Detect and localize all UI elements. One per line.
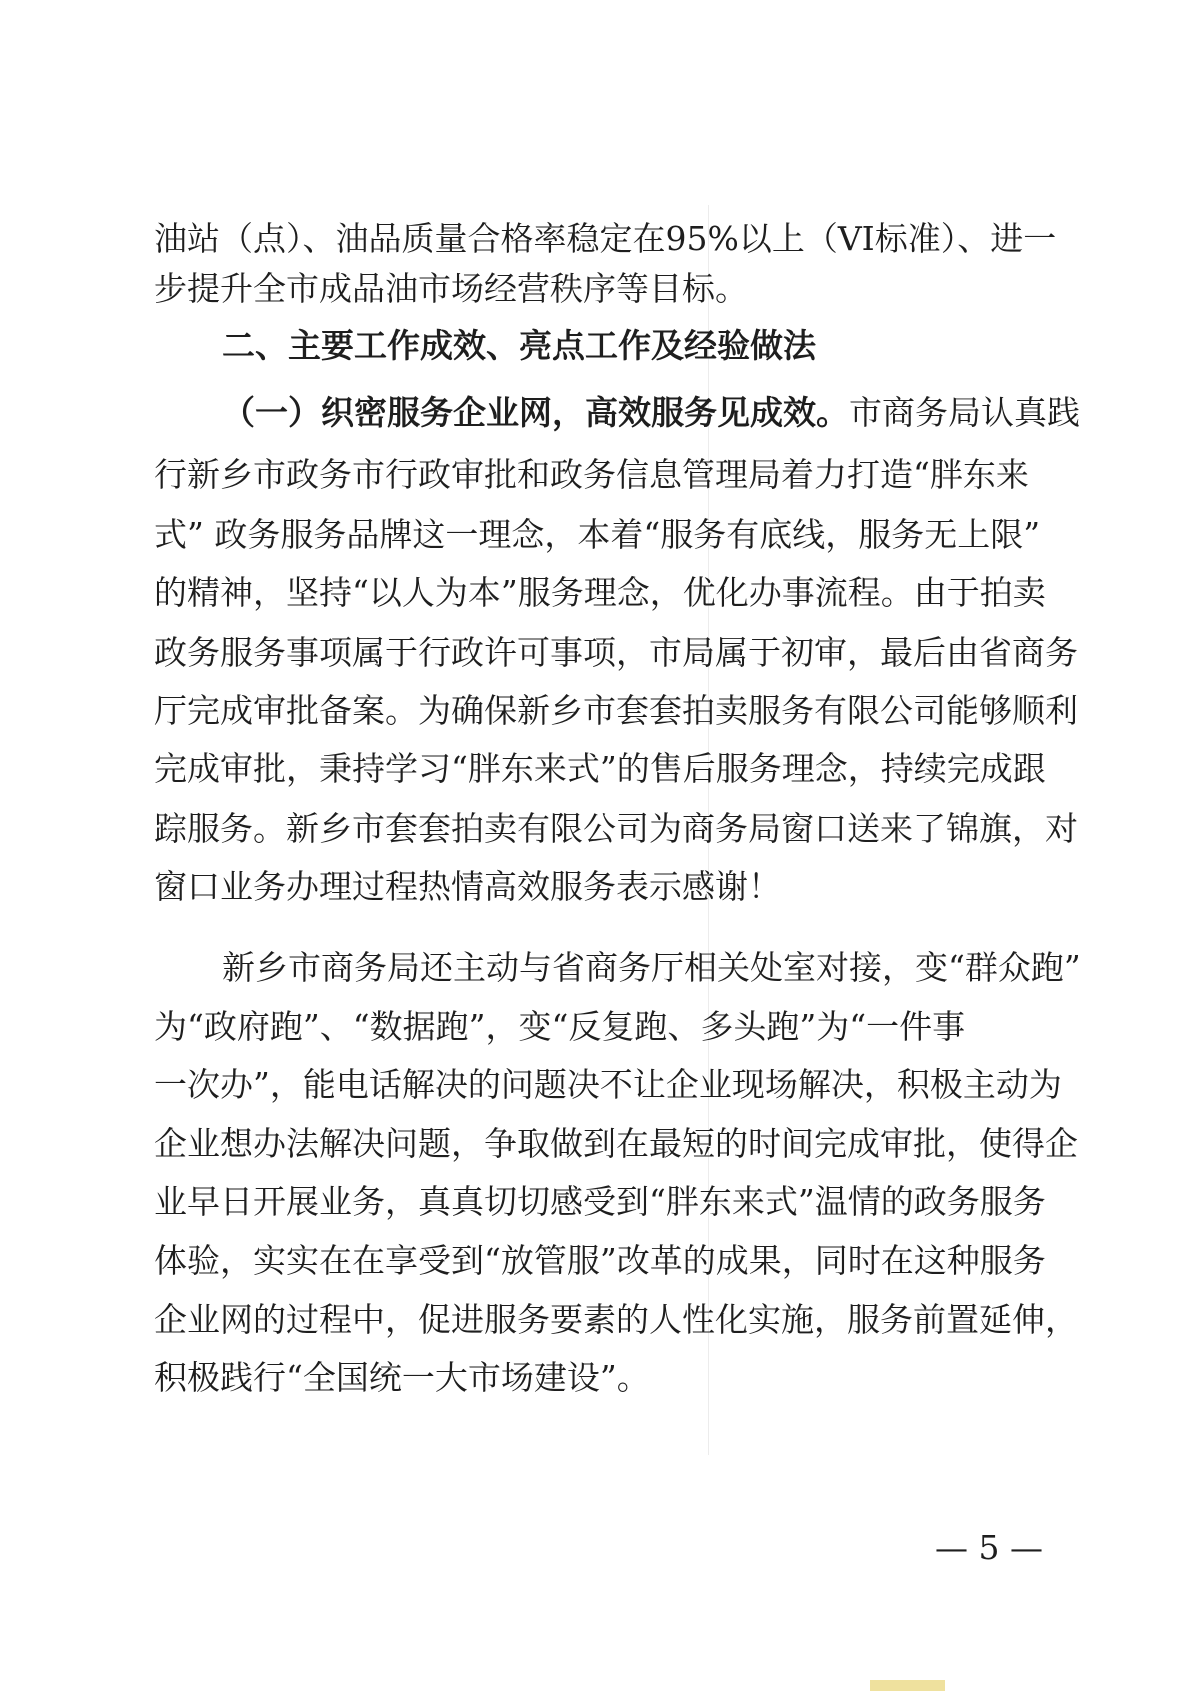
text-line xyxy=(0,569,1186,617)
text-line xyxy=(0,1061,1186,1109)
text-line xyxy=(0,265,1186,313)
text-line xyxy=(0,687,1186,735)
text-line-content: 踪服务。新乡市套套拍卖有限公司为商务局窗口送来了锦旗，对 xyxy=(154,809,1078,848)
text-line-content: 企业网的过程中，促进服务要素的人性化实施，服务前置延伸， xyxy=(154,1300,1078,1339)
text-line xyxy=(0,805,1186,853)
subsection-first-line-rest: 市商务局认真践 xyxy=(849,393,1080,432)
section-heading-text: 二、主要工作成效、亮点工作及经验做法 xyxy=(222,326,816,365)
text-line-content: 油站（点）、油品质量合格率稳定在95%以上（VI标准）、进一 xyxy=(154,219,1057,258)
text-line-content: 窗口业务办理过程热情高效服务表示感谢！ xyxy=(154,867,781,906)
text-line-content: 业早日开展业务，真真切切感受到“胖东来式”温情的政务服务 xyxy=(154,1182,1046,1221)
section-heading xyxy=(0,322,1186,370)
text-line xyxy=(0,511,1186,559)
text-line xyxy=(0,1003,1186,1051)
page-number: — 5 — xyxy=(935,1528,1043,1567)
paragraph2-first-line xyxy=(0,944,1186,992)
text-line xyxy=(0,215,1186,263)
text-line xyxy=(0,1354,1186,1402)
scan-edge-mark xyxy=(870,1680,945,1691)
text-line xyxy=(0,745,1186,793)
text-line-content: 体验，实实在在享受到“放管服”改革的成果，同时在这种服务 xyxy=(154,1241,1046,1280)
text-line xyxy=(0,863,1186,911)
text-line xyxy=(0,1237,1186,1285)
text-line-content: 新乡市商务局还主动与省商务厅相关处室对接，变“群众跑” xyxy=(222,948,1081,987)
text-line-content: 厅完成审批备案。为确保新乡市套套拍卖服务有限公司能够顺利 xyxy=(154,691,1078,730)
text-line-content: 行新乡市政务市行政审批和政务信息管理局着力打造“胖东来 xyxy=(154,455,1029,494)
text-line xyxy=(0,1120,1186,1168)
text-line-content: 企业想办法解决问题，争取做到在最短的时间完成审批，使得企 xyxy=(154,1124,1078,1163)
text-line-content: 政务服务事项属于行政许可事项，市局属于初审，最后由省商务 xyxy=(154,633,1078,672)
text-line-content: 完成审批，秉持学习“胖东来式”的售后服务理念，持续完成跟 xyxy=(154,749,1046,788)
text-line xyxy=(0,1296,1186,1344)
text-line xyxy=(0,629,1186,677)
text-line-content: 一次办”，能电话解决的问题决不让企业现场解决，积极主动为 xyxy=(154,1065,1062,1104)
text-line xyxy=(0,451,1186,499)
text-line-content: 的精神，坚持“以人为本”服务理念，优化办事流程。由于拍卖 xyxy=(154,573,1046,612)
text-line-content: 积极践行“全国统一大市场建设”。 xyxy=(154,1358,650,1397)
text-line xyxy=(0,1178,1186,1226)
subsection-line-content xyxy=(222,389,1080,437)
text-line-content: 步提升全市成品油市场经营秩序等目标。 xyxy=(154,269,748,308)
text-line-content: 式” 政务服务品牌这一理念，本着“服务有底线，服务无上限” xyxy=(154,515,1041,554)
subsection-title: （一）织密服务企业网，高效服务见成效。 xyxy=(222,393,849,432)
text-line-content: 为“政府跑”、“数据跑”，变“反复跑、多头跑”为“一件事 xyxy=(154,1007,966,1046)
subsection-first-line xyxy=(0,389,1186,437)
